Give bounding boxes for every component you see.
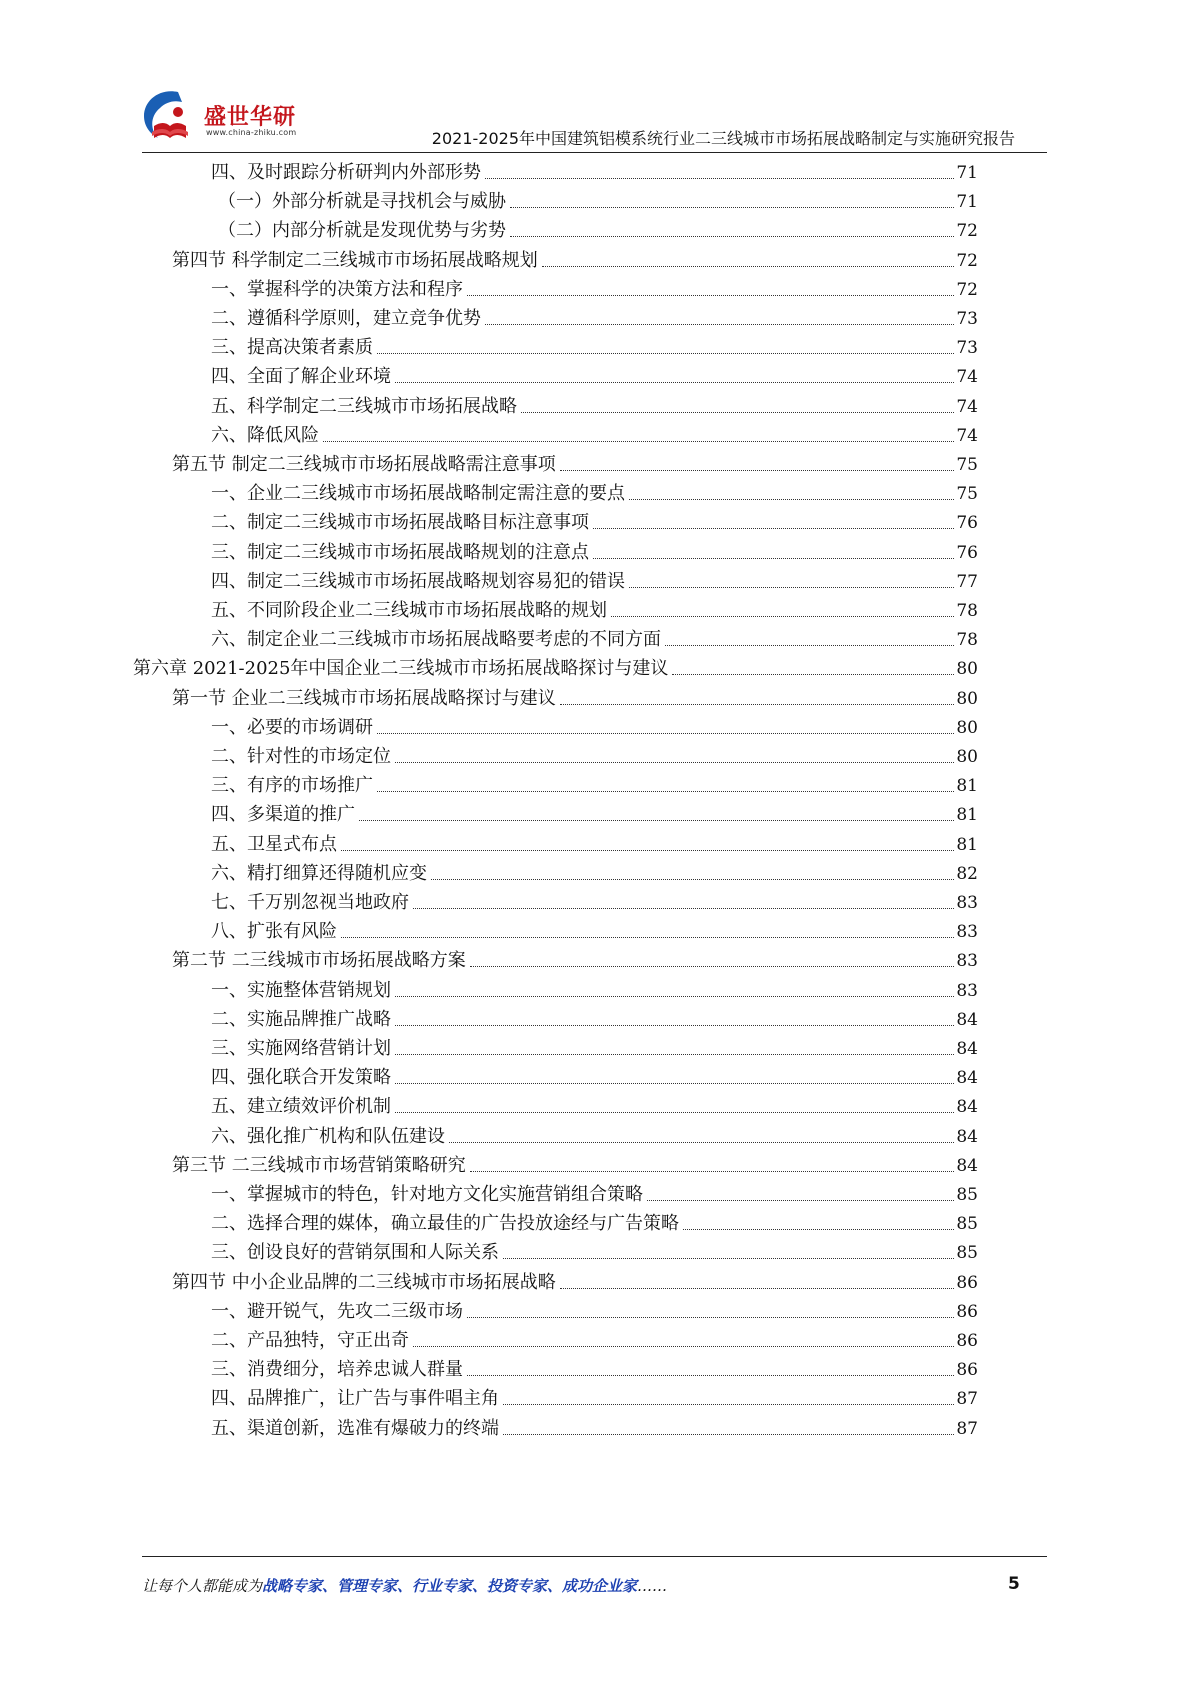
toc-entry-page: 73: [956, 338, 978, 358]
page-number: 5: [1008, 1574, 1020, 1594]
toc-entry-page: 84: [956, 1097, 978, 1117]
toc-entry-title: 六、强化推广机构和队伍建设: [211, 1126, 445, 1147]
toc-entry-title: 三、消费细分，培养忠诚人群量: [211, 1359, 463, 1380]
toc-entry-page: 84: [956, 1010, 978, 1030]
toc-entry[interactable]: [211, 1182, 978, 1208]
toc-leader-dots: [467, 1375, 954, 1376]
toc-entry-title: 一、必要的市场调研: [211, 717, 373, 738]
toc-entry[interactable]: [211, 1124, 978, 1150]
toc-leader-dots: [377, 353, 954, 354]
toc-leader-dots: [542, 266, 955, 267]
toc-entry[interactable]: [172, 948, 978, 974]
page-header: [0, 0, 1191, 150]
toc-entry[interactable]: [211, 1386, 978, 1412]
toc-entry-title: 一、企业二三线城市市场拓展战略制定需注意的要点: [211, 483, 625, 504]
toc-entry-page: 72: [956, 251, 978, 271]
toc-leader-dots: [629, 587, 954, 588]
toc-entry[interactable]: [172, 686, 978, 712]
toc-leader-dots: [377, 733, 954, 734]
toc-leader-dots: [593, 558, 954, 559]
toc-entry[interactable]: [211, 715, 978, 741]
toc-entry-page: 77: [956, 572, 978, 592]
toc-entry[interactable]: [218, 218, 978, 244]
logo-url: www.china-zhiku.com: [206, 128, 297, 137]
toc-leader-dots: [629, 499, 954, 500]
toc-entry-page: 76: [956, 543, 978, 563]
toc-leader-dots: [467, 1317, 954, 1318]
toc-entry-page: 74: [956, 426, 978, 446]
toc-leader-dots: [431, 879, 954, 880]
toc-leader-dots: [470, 1171, 955, 1172]
toc-entry[interactable]: [211, 277, 978, 303]
toc-entry[interactable]: [172, 248, 978, 274]
toc-leader-dots: [672, 674, 954, 675]
toc-entry-title: 六、精打细算还得随机应变: [211, 863, 427, 884]
toc-leader-dots: [560, 470, 955, 471]
toc-entry-title: 二、实施品牌推广战略: [211, 1009, 391, 1030]
toc-entry[interactable]: [211, 1065, 978, 1091]
toc-leader-dots: [647, 1200, 954, 1201]
toc-entry-page: 80: [956, 659, 978, 679]
toc-entry-title: 五、建立绩效评价机制: [211, 1096, 391, 1117]
toc-leader-dots: [683, 1229, 954, 1230]
logo-book-icon: [138, 86, 202, 148]
toc-leader-dots: [503, 1258, 954, 1259]
toc-entry-title: 五、渠道创新，选准有爆破力的终端: [211, 1418, 499, 1439]
toc-entry-title: 第四节 科学制定二三线城市市场拓展战略规划: [172, 250, 538, 271]
toc-leader-dots: [611, 616, 954, 617]
toc-entry[interactable]: [211, 510, 978, 536]
toc-entry-page: 75: [956, 455, 978, 475]
toc-entry-title: 一、掌握城市的特色，针对地方文化实施营销组合策略: [211, 1184, 643, 1205]
toc-entry-page: 71: [956, 163, 978, 183]
toc-entry-title: 四、制定二三线城市市场拓展战略规划容易犯的错误: [211, 571, 625, 592]
toc-entry-page: 86: [956, 1273, 978, 1293]
toc-entry-page: 87: [956, 1419, 978, 1439]
toc-entry[interactable]: [211, 1416, 978, 1442]
toc-entry-title: （一）外部分析就是寻找机会与威胁: [218, 191, 506, 212]
toc-entry-page: 80: [956, 689, 978, 709]
footer-highlight: 战略专家、管理专家、行业专家、投资专家、成功企业家: [262, 1577, 638, 1595]
toc-leader-dots: [510, 207, 954, 208]
toc-entry-page: 80: [956, 718, 978, 738]
toc-entry-title: 四、及时跟踪分析研判内外部形势: [211, 162, 481, 183]
toc-leader-dots: [521, 412, 954, 413]
toc-entry-title: 第三节 二三线城市市场营销策略研究: [172, 1155, 466, 1176]
toc-entry-page: 76: [956, 513, 978, 533]
toc-entry-page: 81: [956, 835, 978, 855]
toc-entry-title: 四、品牌推广，让广告与事件唱主角: [211, 1388, 499, 1409]
toc-entry-title: 三、实施网络营销计划: [211, 1038, 391, 1059]
toc-entry[interactable]: [133, 656, 978, 682]
toc-leader-dots: [510, 236, 954, 237]
toc-entry[interactable]: [211, 890, 978, 916]
toc-entry-title: 四、多渠道的推广: [211, 804, 355, 825]
toc-entry-page: 75: [956, 484, 978, 504]
toc-entry[interactable]: [211, 773, 978, 799]
toc-entry-page: 82: [956, 864, 978, 884]
toc-leader-dots: [449, 1142, 954, 1143]
toc-entry[interactable]: [211, 540, 978, 566]
footer-slogan: [142, 1575, 667, 1596]
toc-entry-page: 84: [956, 1068, 978, 1088]
toc-entry-title: 六、降低风险: [211, 425, 319, 446]
footer-divider: [142, 1556, 1047, 1557]
toc-entry-page: 83: [956, 951, 978, 971]
toc-entry[interactable]: [211, 832, 978, 858]
toc-entry-title: 一、掌握科学的决策方法和程序: [211, 279, 463, 300]
toc-entry-title: 一、避开锐气，先攻二三级市场: [211, 1301, 463, 1322]
toc-entry[interactable]: [211, 1240, 978, 1266]
toc-entry-title: 三、有序的市场推广: [211, 775, 373, 796]
toc-entry[interactable]: [211, 802, 978, 828]
toc-leader-dots: [503, 1404, 954, 1405]
toc-leader-dots: [341, 850, 954, 851]
toc-entry[interactable]: [218, 189, 978, 215]
toc-entry-page: 85: [956, 1214, 978, 1234]
toc-entry-page: 72: [956, 221, 978, 241]
toc-entry-page: 74: [956, 367, 978, 387]
toc-leader-dots: [395, 1054, 954, 1055]
toc-entry-title: 第二节 二三线城市市场拓展战略方案: [172, 950, 466, 971]
toc-entry-page: 84: [956, 1039, 978, 1059]
toc-entry-title: 二、遵循科学原则，建立竞争优势: [211, 308, 481, 329]
toc-entry-title: 一、实施整体营销规划: [211, 980, 391, 1001]
toc-leader-dots: [359, 820, 954, 821]
toc-entry[interactable]: [211, 978, 978, 1004]
toc-leader-dots: [377, 791, 954, 792]
toc-leader-dots: [665, 645, 954, 646]
toc-entry[interactable]: [211, 335, 978, 361]
toc-entry-title: 二、选择合理的媒体，确立最佳的广告投放途经与广告策略: [211, 1213, 679, 1234]
toc-entry-title: 第四节 中小企业品牌的二三线城市市场拓展战略: [172, 1272, 556, 1293]
toc-entry[interactable]: [211, 569, 978, 595]
toc-entry-title: 二、针对性的市场定位: [211, 746, 391, 767]
toc-entry[interactable]: [211, 394, 978, 420]
toc-entry-title: 五、科学制定二三线城市市场拓展战略: [211, 396, 517, 417]
toc-entry-page: 83: [956, 893, 978, 913]
toc-entry[interactable]: [211, 1007, 978, 1033]
toc-leader-dots: [395, 382, 954, 383]
toc-entry[interactable]: [211, 627, 978, 653]
toc-leader-dots: [593, 528, 954, 529]
toc-entry-page: 84: [956, 1127, 978, 1147]
toc-entry-title: 第五节 制定二三线城市市场拓展战略需注意事项: [172, 454, 556, 475]
toc-entry-title: 四、全面了解企业环境: [211, 366, 391, 387]
toc-entry[interactable]: [211, 1328, 978, 1354]
toc-entry[interactable]: [211, 598, 978, 624]
toc-entry-page: 84: [956, 1156, 978, 1176]
toc-entry-title: 三、创设良好的营销氛围和人际关系: [211, 1242, 499, 1263]
toc-leader-dots: [395, 996, 954, 997]
toc-entry-page: 86: [956, 1331, 978, 1351]
toc-entry-page: 81: [956, 805, 978, 825]
toc-entry-page: 87: [956, 1389, 978, 1409]
toc-entry-page: 85: [956, 1243, 978, 1263]
toc-entry-page: 80: [956, 747, 978, 767]
toc-entry-page: 72: [956, 280, 978, 300]
toc-entry-page: 73: [956, 309, 978, 329]
toc-entry-page: 81: [956, 776, 978, 796]
toc-entry[interactable]: [211, 1357, 978, 1383]
toc-entry-title: 第一节 企业二三线城市市场拓展战略探讨与建议: [172, 688, 556, 709]
document-title: 2021-2025年中国建筑铝模系统行业二三线城市市场拓展战略制定与实施研究报告: [431, 129, 1015, 148]
toc-entry[interactable]: [172, 1153, 978, 1179]
toc-entry[interactable]: [211, 306, 978, 332]
toc-entry[interactable]: [211, 1094, 978, 1120]
toc-entry-title: 第六章 2021-2025年中国企业二三线城市市场拓展战略探讨与建议: [133, 658, 669, 679]
toc-entry[interactable]: [172, 1270, 978, 1296]
toc-leader-dots: [560, 1288, 955, 1289]
toc-entry-page: 86: [956, 1360, 978, 1380]
toc-entry-title: 七、千万别忽视当地政府: [211, 892, 409, 913]
toc-leader-dots: [485, 178, 954, 179]
toc-leader-dots: [413, 1346, 954, 1347]
footer-suffix: ……: [637, 1577, 668, 1595]
toc-entry[interactable]: [211, 160, 978, 186]
toc-leader-dots: [395, 1025, 954, 1026]
toc-entry[interactable]: [211, 919, 978, 945]
toc-leader-dots: [395, 1083, 954, 1084]
company-logo: [138, 86, 338, 148]
toc-entry-title: （二）内部分析就是发现优势与劣势: [218, 220, 506, 241]
toc-entry-title: 六、制定企业二三线城市市场拓展战略要考虑的不同方面: [211, 629, 661, 650]
toc-leader-dots: [470, 966, 955, 967]
toc-entry-title: 四、强化联合开发策略: [211, 1067, 391, 1088]
toc-entry-page: 86: [956, 1302, 978, 1322]
toc-entry[interactable]: [211, 423, 978, 449]
toc-entry-page: 74: [956, 397, 978, 417]
toc-entry-page: 85: [956, 1185, 978, 1205]
toc-entry-page: 83: [956, 981, 978, 1001]
toc-entry-title: 三、提高决策者素质: [211, 337, 373, 358]
toc-entry-title: 五、卫星式布点: [211, 834, 337, 855]
toc-leader-dots: [395, 762, 954, 763]
toc-entry[interactable]: [211, 481, 978, 507]
toc-leader-dots: [395, 1112, 954, 1113]
logo-text: 盛世华研: [204, 105, 297, 130]
toc-entry[interactable]: [211, 861, 978, 887]
toc-entry[interactable]: [211, 1299, 978, 1325]
toc-leader-dots: [413, 908, 954, 909]
toc-entry[interactable]: [211, 1211, 978, 1237]
toc-leader-dots: [467, 295, 954, 296]
toc-leader-dots: [323, 441, 954, 442]
toc-entry-title: 二、产品独特，守正出奇: [211, 1330, 409, 1351]
toc-leader-dots: [341, 937, 954, 938]
footer-prefix: 让每个人都能成为: [142, 1577, 263, 1595]
toc-entry-title: 三、制定二三线城市市场拓展战略规划的注意点: [211, 542, 589, 563]
toc-entry-title: 五、不同阶段企业二三线城市市场拓展战略的规划: [211, 600, 607, 621]
toc-entry-page: 78: [956, 601, 978, 621]
toc-entry-page: 83: [956, 922, 978, 942]
toc-leader-dots: [560, 704, 955, 705]
header-divider: [142, 152, 1047, 153]
toc-entry-title: 二、制定二三线城市市场拓展战略目标注意事项: [211, 512, 589, 533]
toc-entry[interactable]: [172, 452, 978, 478]
toc-entry[interactable]: [211, 364, 978, 390]
toc-entry-title: 八、扩张有风险: [211, 921, 337, 942]
toc-leader-dots: [503, 1434, 954, 1435]
toc-entry-page: 71: [956, 192, 978, 212]
toc-entry-page: 78: [956, 630, 978, 650]
toc-entry[interactable]: [211, 744, 978, 770]
toc-leader-dots: [485, 324, 954, 325]
toc-entry[interactable]: [211, 1036, 978, 1062]
